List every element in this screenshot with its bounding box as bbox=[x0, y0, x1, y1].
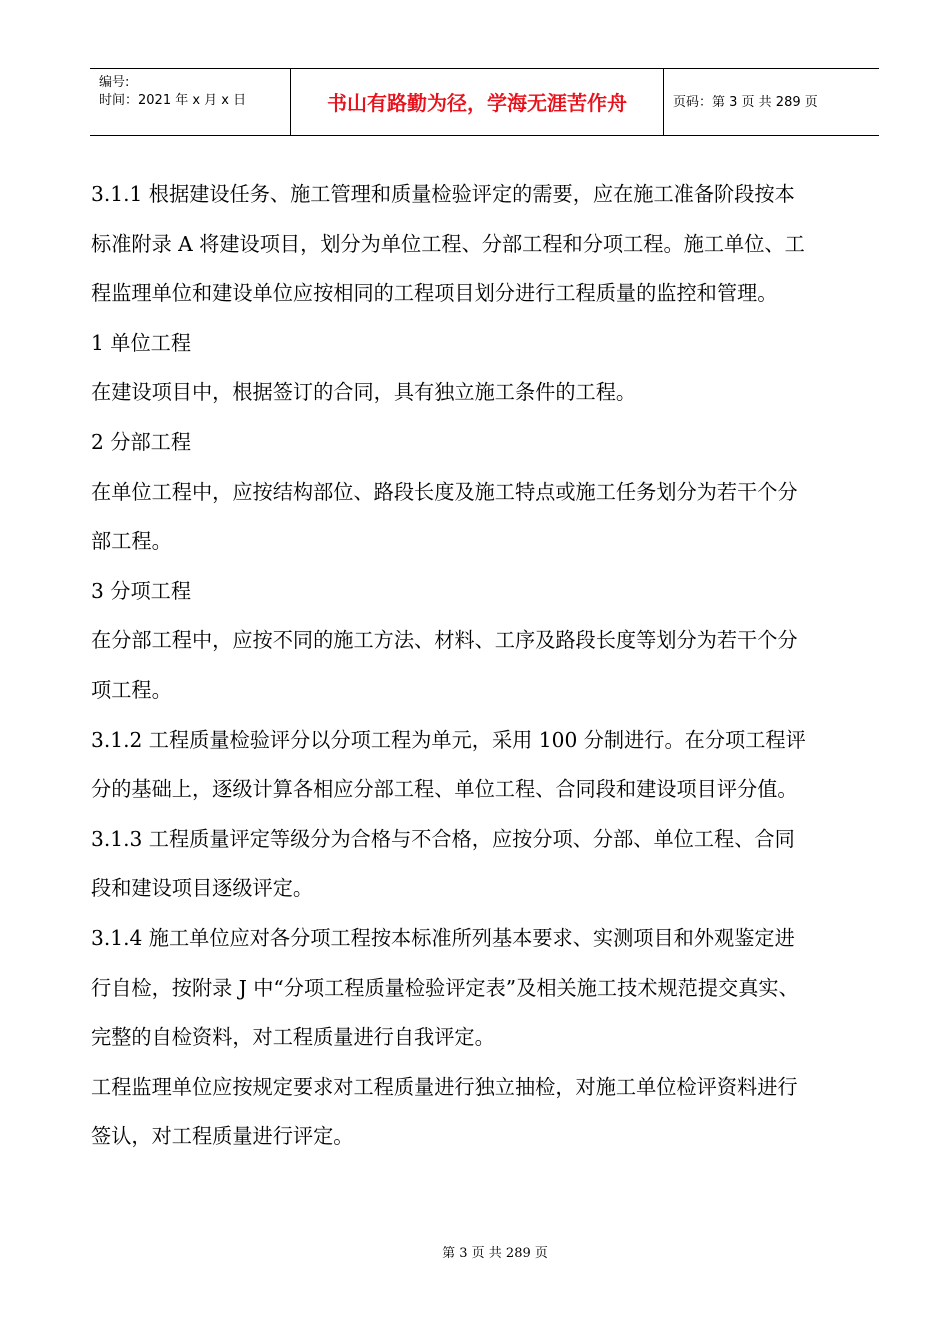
body-line: 签认，对工程质量进行评定。 bbox=[91, 1124, 354, 1149]
header-page-number: 页码：第 3 页 共 289 页 bbox=[673, 95, 818, 110]
body-line: 3.1.2 工程质量检验评分以分项工程为单元，采用 100 分制进行。在分项工程评 bbox=[91, 727, 806, 752]
page-footer: 第 3 页 共 289 页 bbox=[442, 1246, 548, 1261]
document-time-label: 时间：2021 年 x 月 x 日 bbox=[99, 93, 247, 108]
section-heading: 3 分项工程 bbox=[91, 578, 192, 603]
body-line: 3.1.3 工程质量评定等级分为合格与不合格，应按分项、分部、单位工程、合同 bbox=[91, 826, 795, 851]
body-line: 项工程。 bbox=[91, 677, 172, 702]
section-heading: 1 单位工程 bbox=[91, 330, 192, 355]
header-page-cell bbox=[664, 69, 879, 135]
body-line: 分的基础上，逐级计算各相应分部工程、单位工程、合同段和建设项目评分值。 bbox=[91, 777, 798, 802]
body-line: 段和建设项目逐级评定。 bbox=[91, 876, 314, 901]
document-number-label: 编号: bbox=[99, 75, 130, 90]
document-header bbox=[90, 68, 879, 136]
body-line: 3.1.1 根据建设任务、施工管理和质量检验评定的需要，应在施工准备阶段按本 bbox=[91, 182, 795, 206]
body-line: 在建设项目中，根据签订的合同，具有独立施工条件的工程。 bbox=[91, 380, 637, 405]
body-line: 在单位工程中，应按结构部位、路段长度及施工特点或施工任务划分为若干个分 bbox=[91, 479, 798, 504]
body-line: 标准附录 A 将建设项目，划分为单位工程、分部工程和分项工程。施工单位、工 bbox=[91, 231, 805, 256]
header-motto: 书山有路勤为径，学海无涯苦作舟 bbox=[327, 91, 627, 115]
body-line: 3.1.4 施工单位应对各分项工程按本标准所列基本要求、实测项目和外观鉴定进 bbox=[91, 925, 795, 950]
section-heading: 2 分部工程 bbox=[91, 429, 192, 454]
body-line: 完整的自检资料，对工程质量进行自我评定。 bbox=[91, 1025, 495, 1050]
header-meta-cell bbox=[90, 69, 291, 135]
body-line: 行自检，按附录 J 中“分项工程质量检验评定表”及相关施工技术规范提交真实、 bbox=[91, 975, 799, 1000]
body-line: 在分部工程中，应按不同的施工方法、材料、工序及路段长度等划分为若干个分 bbox=[91, 628, 798, 653]
body-line: 程监理单位和建设单位应按相同的工程项目划分进行工程质量的监控和管理。 bbox=[91, 281, 778, 306]
header-motto-cell bbox=[291, 69, 664, 135]
document-body bbox=[91, 170, 881, 1162]
body-line: 部工程。 bbox=[91, 529, 172, 554]
body-line: 工程监理单位应按规定要求对工程质量进行独立抽检，对施工单位检评资料进行 bbox=[91, 1074, 798, 1099]
